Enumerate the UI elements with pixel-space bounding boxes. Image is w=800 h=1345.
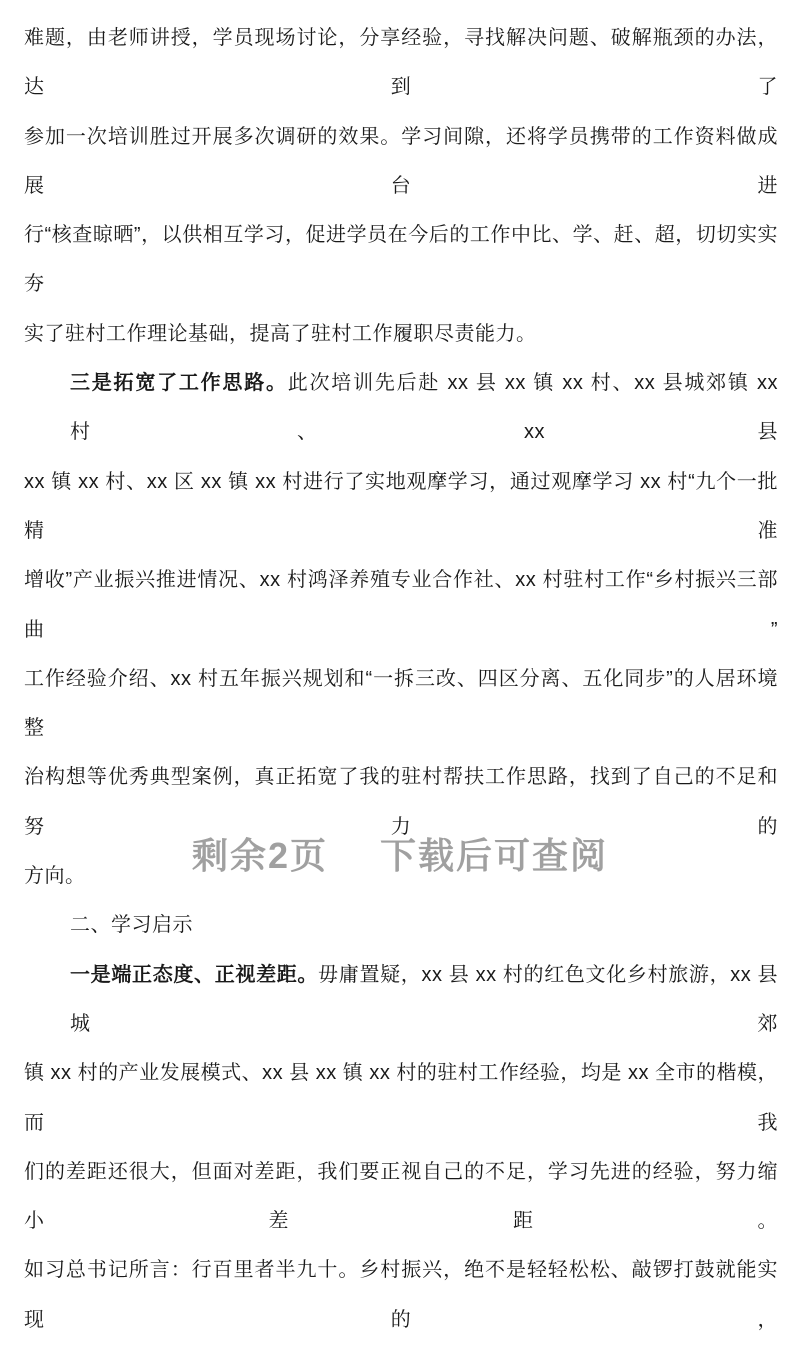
document-body [24, 14, 778, 1345]
paragraph-lead-bold: 三是拓宽了工作思路。 [70, 372, 288, 395]
text-line: 参加一次培训胜过开展多次调研的效果。学习间隙，还将学员携带的工作资料做成展台进 [24, 125, 778, 197]
text-line: 实了驻村工作理论基础，提高了驻村工作履职尽责能力。 [24, 322, 537, 345]
text-line: 行“核查晾晒”，以供相互学习，促进学员在今后的工作中比、学、赶、超，切切实实夯 [24, 224, 778, 296]
text-span: 此次培训先后赴 xx 县 xx 镇 xx 村、xx 县城郊镇 xx 村、xx 县 [70, 372, 779, 444]
text-line: 增收”产业振兴推进情况、xx 村鸿泽养殖专业合作社、xx 村驻村工作“乡村振兴三部曲” [24, 569, 778, 641]
download-to-view-label[interactable]: 下载后可查阅 [380, 835, 609, 876]
remaining-pages-label: 剩余2页 [191, 835, 328, 876]
paragraph-training-method [24, 14, 778, 359]
text-span: 毋庸置疑，xx 县 xx 村的红色文化乡村旅游，xx 县城郊 [70, 963, 779, 1035]
download-prompt[interactable] [0, 828, 800, 879]
section-heading: 二、学习启示 [70, 914, 193, 937]
text-line: 们的差距还很大，但面对差距，我们要正视自己的不足，学习先进的经验，努力缩小差距。 [24, 1160, 778, 1233]
paragraph-lead-bold: 一是端正态度、正视差距。 [70, 963, 319, 986]
text-line: 镇 xx 村的产业发展模式、xx 县 xx 镇 xx 村的驻村工作经验，均是 xx 全市的楷模，而我 [24, 1062, 779, 1134]
paragraph-broaden-thinking [24, 359, 778, 901]
text-line: xx 镇 xx 村、xx 区 xx 镇 xx 村进行了实地观摩学习，通过观摩学习 xx 村“九个一批精准 [24, 470, 778, 542]
text-line: 治构想等优秀典型案例，真正拓宽了我的驻村帮扶工作思路，找到了自己的不足和努力的 [24, 766, 778, 838]
text-line: 难题，由老师讲授，学员现场讨论，分享经验，寻找解决问题、破解瓶颈的办法，达到了 [24, 27, 778, 99]
text-line: 如习总书记所言：行百里者半九十。乡村振兴，绝不是轻轻松松、敲锣打鼓就能实现的， [24, 1259, 778, 1331]
text-line [24, 951, 778, 1050]
text-line [24, 359, 778, 458]
text-line: 方向。 [24, 865, 86, 888]
text-line: 工作经验介绍、xx 村五年振兴规划和“一拆三改、四区分离、五化同步”的人居环境整 [24, 667, 778, 740]
paragraph-correct-attitude [24, 951, 778, 1345]
